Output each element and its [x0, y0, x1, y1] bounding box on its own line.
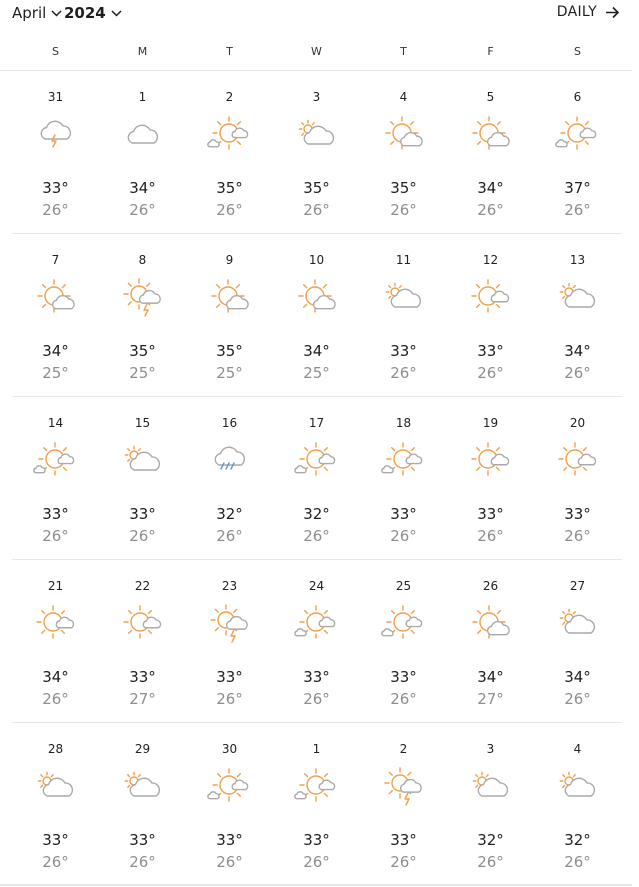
high-temp: 34°	[564, 342, 591, 360]
weather-icon	[557, 767, 599, 809]
day-date: 12	[482, 253, 499, 267]
high-temp: 34°	[477, 668, 504, 686]
low-temp: 26°	[129, 853, 156, 871]
day-date: 9	[225, 253, 234, 267]
sun-cloud-icon	[470, 604, 512, 646]
day-date: 21	[47, 579, 64, 593]
day-date: 28	[47, 742, 64, 756]
high-temp: 34°	[477, 179, 504, 197]
high-temp: 34°	[42, 342, 69, 360]
bottom-divider	[0, 884, 632, 886]
sun-cloud-right-icon	[35, 604, 77, 646]
weather-icon	[383, 767, 425, 809]
weather-icon	[122, 604, 164, 646]
sun-cloud-right-icon	[470, 441, 512, 483]
day-cell[interactable]	[12, 560, 99, 723]
weather-icon	[35, 278, 77, 320]
sun-cloud-small-cloud-icon	[296, 604, 338, 646]
cloud-small-sun-icon	[557, 278, 599, 320]
high-temp: 32°	[564, 831, 591, 849]
weather-icon	[383, 115, 425, 157]
sun-cloud-small-cloud-icon	[35, 441, 77, 483]
cloud-rain-icon	[209, 441, 251, 483]
day-cell[interactable]	[273, 723, 360, 886]
high-temp: 35°	[129, 342, 156, 360]
weather-icon	[122, 278, 164, 320]
weekday-header-row	[12, 45, 622, 61]
low-temp: 26°	[477, 527, 504, 545]
high-temp: 33°	[216, 668, 243, 686]
day-cell[interactable]	[12, 234, 99, 397]
weather-icon	[383, 604, 425, 646]
weather-icon	[35, 604, 77, 646]
sun-cloud-right-icon	[470, 278, 512, 320]
high-temp: 33°	[390, 668, 417, 686]
day-cell[interactable]	[534, 71, 621, 234]
year-selector[interactable]	[64, 4, 122, 22]
day-date: 3	[312, 90, 321, 104]
cloud-small-sun-icon	[35, 767, 77, 809]
week-row	[12, 723, 622, 886]
day-cell[interactable]	[447, 71, 534, 234]
weather-icon	[470, 604, 512, 646]
low-temp: 25°	[216, 364, 243, 382]
low-temp: 26°	[129, 527, 156, 545]
low-temp: 26°	[564, 364, 591, 382]
day-cell[interactable]	[360, 560, 447, 723]
weather-icon	[296, 604, 338, 646]
low-temp: 25°	[129, 364, 156, 382]
day-cell[interactable]	[99, 397, 186, 560]
weekday-label: W	[311, 45, 322, 58]
chevron-down-icon	[111, 10, 122, 17]
day-cell[interactable]	[186, 234, 273, 397]
low-temp: 26°	[303, 853, 330, 871]
weekday-label: T	[400, 45, 407, 58]
day-cell[interactable]	[360, 234, 447, 397]
weather-icon	[296, 441, 338, 483]
day-date: 20	[569, 416, 586, 430]
high-temp: 33°	[303, 831, 330, 849]
day-date: 26	[482, 579, 499, 593]
chevron-down-icon	[51, 10, 62, 17]
day-date: 18	[395, 416, 412, 430]
high-temp: 37°	[564, 179, 591, 197]
sun-cloud-right-icon	[122, 604, 164, 646]
cloud-small-sun-icon	[122, 767, 164, 809]
daily-view-button[interactable]	[557, 4, 620, 20]
weather-icon	[557, 604, 599, 646]
day-date: 19	[482, 416, 499, 430]
sun-cloud-icon	[470, 115, 512, 157]
high-temp: 32°	[477, 831, 504, 849]
weather-icon	[557, 115, 599, 157]
high-temp: 33°	[564, 505, 591, 523]
low-temp: 26°	[42, 201, 69, 219]
weather-icon	[209, 767, 251, 809]
sun-cloud-icon	[209, 278, 251, 320]
weather-icon	[296, 115, 338, 157]
day-cell[interactable]	[273, 397, 360, 560]
day-date: 16	[221, 416, 238, 430]
sun-cloud-small-cloud-icon	[296, 767, 338, 809]
weekday-label: S	[574, 45, 581, 58]
day-cell[interactable]	[273, 71, 360, 234]
week-row	[12, 560, 622, 723]
month-selector[interactable]	[12, 4, 62, 22]
day-date: 2	[399, 742, 408, 756]
sun-cloud-small-cloud-icon	[383, 441, 425, 483]
low-temp: 27°	[477, 690, 504, 708]
day-date: 13	[569, 253, 586, 267]
day-cell[interactable]	[447, 397, 534, 560]
low-temp: 26°	[42, 527, 69, 545]
weather-icon	[383, 278, 425, 320]
day-date: 30	[221, 742, 238, 756]
low-temp: 26°	[303, 527, 330, 545]
weekday-label: S	[52, 45, 59, 58]
sun-cloud-icon	[383, 115, 425, 157]
sun-cloud-thunder-icon	[383, 767, 425, 809]
low-temp: 26°	[216, 690, 243, 708]
weather-icon	[122, 441, 164, 483]
high-temp: 34°	[303, 342, 330, 360]
day-cell[interactable]	[99, 723, 186, 886]
sun-cloud-small-cloud-icon	[209, 115, 251, 157]
day-cell[interactable]	[12, 71, 99, 234]
day-cell[interactable]	[534, 723, 621, 886]
year-label: 2024	[64, 4, 106, 22]
day-date: 23	[221, 579, 238, 593]
day-date: 2	[225, 90, 234, 104]
cloud-small-sun-icon	[557, 767, 599, 809]
day-date: 17	[308, 416, 325, 430]
high-temp: 33°	[216, 831, 243, 849]
high-temp: 33°	[42, 505, 69, 523]
sun-cloud-small-cloud-icon	[296, 441, 338, 483]
low-temp: 26°	[216, 853, 243, 871]
weather-icon	[383, 441, 425, 483]
day-cell[interactable]	[186, 397, 273, 560]
sun-cloud-thunder-icon	[209, 604, 251, 646]
weather-icon	[296, 767, 338, 809]
low-temp: 26°	[564, 527, 591, 545]
week-row	[12, 234, 622, 397]
low-temp: 26°	[303, 201, 330, 219]
day-date: 4	[573, 742, 582, 756]
low-temp: 26°	[303, 690, 330, 708]
day-date: 22	[134, 579, 151, 593]
day-date: 14	[47, 416, 64, 430]
day-date: 1	[312, 742, 321, 756]
high-temp: 35°	[216, 179, 243, 197]
day-date: 29	[134, 742, 151, 756]
day-cell[interactable]	[186, 723, 273, 886]
high-temp: 33°	[42, 831, 69, 849]
day-date: 5	[486, 90, 495, 104]
low-temp: 26°	[564, 201, 591, 219]
low-temp: 26°	[477, 201, 504, 219]
weather-icon	[122, 767, 164, 809]
weather-icon	[209, 441, 251, 483]
low-temp: 26°	[390, 527, 417, 545]
day-cell[interactable]	[447, 560, 534, 723]
day-date: 27	[569, 579, 586, 593]
high-temp: 33°	[303, 668, 330, 686]
week-row	[12, 397, 622, 560]
high-temp: 33°	[477, 505, 504, 523]
day-date: 6	[573, 90, 582, 104]
day-cell[interactable]	[273, 560, 360, 723]
calendar-header	[0, 0, 639, 30]
month-label: April	[12, 4, 47, 22]
daily-view-label: DAILY	[556, 4, 597, 20]
high-temp: 34°	[564, 668, 591, 686]
sun-cloud-small-cloud-icon	[557, 115, 599, 157]
sun-cloud-right-icon	[557, 441, 599, 483]
cloud-small-sun-icon	[383, 278, 425, 320]
weather-icon	[470, 441, 512, 483]
high-temp: 33°	[129, 505, 156, 523]
arrow-right-icon	[605, 6, 620, 19]
cloud-small-sun-icon	[296, 115, 338, 157]
low-temp: 26°	[42, 690, 69, 708]
day-cell[interactable]	[360, 397, 447, 560]
weekday-label: F	[487, 45, 494, 58]
cloud-thunder-icon	[35, 115, 77, 157]
high-temp: 34°	[42, 668, 69, 686]
week-row	[12, 71, 622, 234]
cloud-small-sun-icon	[122, 441, 164, 483]
high-temp: 32°	[216, 505, 243, 523]
day-cell[interactable]	[99, 560, 186, 723]
cloud-small-sun-icon	[557, 604, 599, 646]
high-temp: 33°	[390, 342, 417, 360]
weather-icon	[35, 441, 77, 483]
day-date: 25	[395, 579, 412, 593]
high-temp: 33°	[42, 179, 69, 197]
weather-icon	[209, 278, 251, 320]
weekday-label: T	[226, 45, 233, 58]
low-temp: 26°	[42, 853, 69, 871]
low-temp: 27°	[129, 690, 156, 708]
day-cell[interactable]	[534, 397, 621, 560]
weather-icon	[209, 604, 251, 646]
day-cell[interactable]	[447, 723, 534, 886]
day-cell[interactable]	[99, 71, 186, 234]
day-date: 3	[486, 742, 495, 756]
weather-icon	[35, 115, 77, 157]
day-cell[interactable]	[273, 234, 360, 397]
day-date: 24	[308, 579, 325, 593]
high-temp: 33°	[129, 668, 156, 686]
sun-cloud-small-cloud-icon	[209, 767, 251, 809]
weather-icon	[296, 278, 338, 320]
weather-icon	[35, 767, 77, 809]
weather-icon	[122, 115, 164, 157]
high-temp: 35°	[303, 179, 330, 197]
high-temp: 35°	[390, 179, 417, 197]
day-date: 8	[138, 253, 147, 267]
day-date: 10	[308, 253, 325, 267]
low-temp: 26°	[390, 364, 417, 382]
low-temp: 26°	[477, 364, 504, 382]
weather-icon	[470, 767, 512, 809]
day-cell[interactable]	[360, 71, 447, 234]
weekday-label: M	[137, 45, 148, 58]
low-temp: 26°	[216, 527, 243, 545]
day-date: 15	[134, 416, 151, 430]
sun-cloud-small-cloud-icon	[383, 604, 425, 646]
day-date: 7	[51, 253, 60, 267]
day-cell[interactable]	[12, 397, 99, 560]
day-cell[interactable]	[534, 234, 621, 397]
low-temp: 26°	[564, 690, 591, 708]
high-temp: 33°	[390, 831, 417, 849]
low-temp: 26°	[390, 690, 417, 708]
low-temp: 26°	[129, 201, 156, 219]
day-cell[interactable]	[360, 723, 447, 886]
day-date: 31	[47, 90, 64, 104]
day-cell[interactable]	[186, 560, 273, 723]
high-temp: 33°	[390, 505, 417, 523]
high-temp: 35°	[216, 342, 243, 360]
cloud-small-sun-icon	[470, 767, 512, 809]
low-temp: 26°	[564, 853, 591, 871]
sun-cloud-icon	[35, 278, 77, 320]
low-temp: 26°	[390, 853, 417, 871]
high-temp: 33°	[477, 342, 504, 360]
low-temp: 26°	[477, 853, 504, 871]
high-temp: 33°	[129, 831, 156, 849]
low-temp: 26°	[216, 201, 243, 219]
low-temp: 25°	[42, 364, 69, 382]
day-cell[interactable]	[12, 723, 99, 886]
day-date: 4	[399, 90, 408, 104]
high-temp: 32°	[303, 505, 330, 523]
sun-cloud-icon	[296, 278, 338, 320]
weather-icon	[557, 278, 599, 320]
sun-cloud-thunder-icon	[122, 278, 164, 320]
weather-icon	[209, 115, 251, 157]
low-temp: 25°	[303, 364, 330, 382]
day-cell[interactable]	[534, 560, 621, 723]
low-temp: 26°	[390, 201, 417, 219]
day-date: 11	[395, 253, 412, 267]
day-date: 1	[138, 90, 147, 104]
day-cell[interactable]	[99, 234, 186, 397]
high-temp: 34°	[129, 179, 156, 197]
day-cell[interactable]	[447, 234, 534, 397]
weather-icon	[470, 115, 512, 157]
day-cell[interactable]	[186, 71, 273, 234]
weather-icon	[470, 278, 512, 320]
weather-icon	[557, 441, 599, 483]
cloud-icon	[122, 115, 164, 157]
